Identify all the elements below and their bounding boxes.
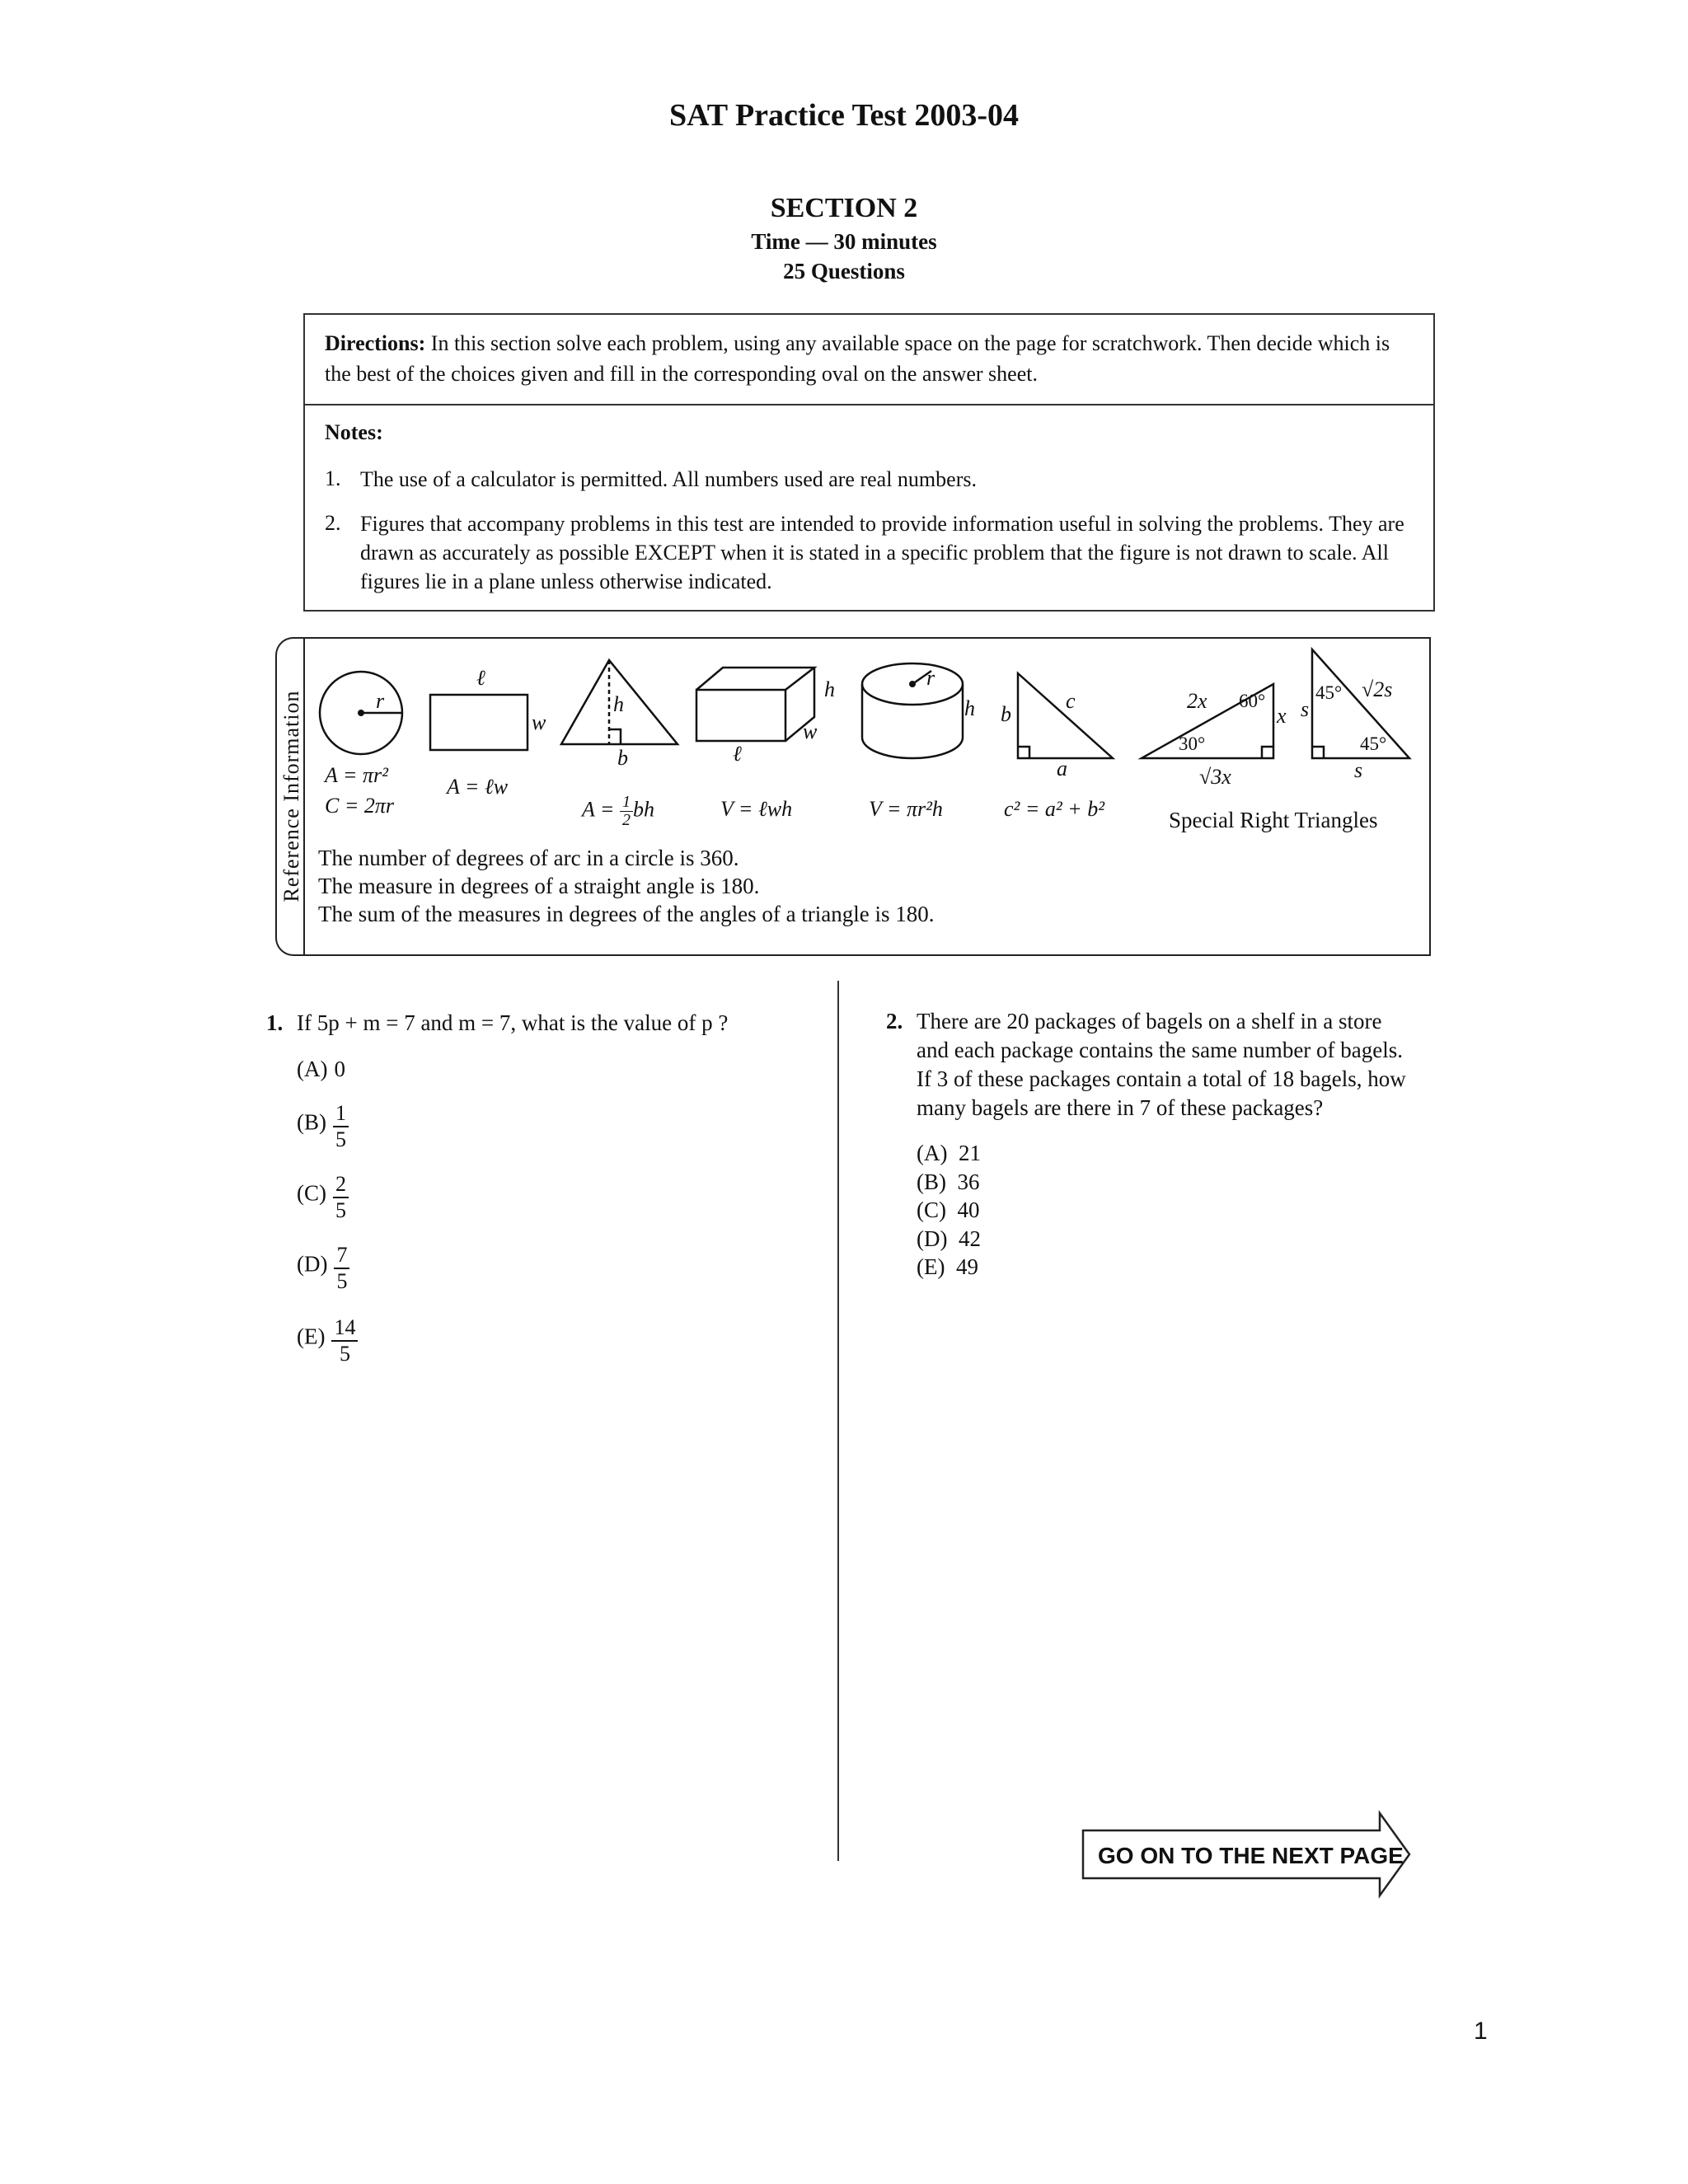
label-30-deg: 30°	[1179, 733, 1206, 754]
label-s: s	[1354, 758, 1363, 782]
label-a: a	[1057, 757, 1067, 780]
question-number: 1.	[266, 1010, 284, 1035]
answer-choice[interactable]: (C) 40	[917, 1197, 980, 1222]
section-title: SECTION 2	[770, 193, 918, 223]
label-2x: 2x	[1187, 689, 1207, 713]
label-b: b	[1001, 702, 1011, 726]
answer-choice[interactable]: (A) 0	[297, 1057, 345, 1081]
directions-label: Directions:	[325, 331, 426, 355]
answer-choice[interactable]: (B) $\frac{1}{5}$	[297, 1101, 349, 1152]
answer-choice[interactable]: (D) $\frac{7}{5}$	[297, 1243, 349, 1294]
label-root3x: √3x	[1199, 765, 1231, 789]
reference-fact: The measure in degrees of a straight angle is 180.	[318, 874, 760, 898]
document-title: SAT Practice Test 2003-04	[669, 98, 1019, 133]
rectangle-figure	[430, 695, 528, 750]
answer-choice[interactable]: (E) 49	[917, 1254, 978, 1279]
label-s: s	[1301, 697, 1310, 721]
directions-body: In this section solve each problem, using any available space on the page for scratchwork. Then decide which is the best of the choices given and fill in the corresponding oval on the answer sheet.	[325, 331, 1390, 386]
question-1-text: If 5p + m = 7 and m = 7, what is the value of p ?	[297, 1010, 729, 1035]
formula-box-volume: V = ℓwh	[720, 797, 793, 821]
answer-choices	[917, 1139, 981, 1282]
note-text: Figures that accompany problems in this test are intended to provide information useful in solving the problems. They are drawn as accurately as possible EXCEPT when it is stated in a specific problem that the figure is not drawn to scale. All figures lie in a plane unless otherwise indicated.	[360, 512, 1404, 593]
label-r: r	[376, 689, 385, 713]
answer-choice[interactable]: (E) $\frac{14}{5}$	[297, 1315, 358, 1366]
reference-fact: The sum of the measures in degrees of the angles of a triangle is 180.	[318, 902, 935, 926]
label-w: w	[803, 719, 818, 743]
section-time: Time — 30 minutes	[751, 229, 937, 254]
formula-cylinder-volume: V = πr²h	[869, 797, 943, 821]
label-b: b	[617, 746, 628, 770]
label-x: x	[1277, 704, 1287, 728]
page-number: 1	[1474, 2018, 1488, 2045]
formula-rectangle-area: A = ℓw	[447, 775, 509, 799]
label-h: h	[824, 677, 835, 701]
cylinder-figure	[862, 663, 963, 758]
reference-fact: The number of degrees of arc in a circle is 360.	[318, 846, 739, 870]
special-triangles-label: Special Right Triangles	[1169, 808, 1378, 832]
label-45-deg: 45°	[1360, 733, 1387, 754]
notes-label: Notes:	[325, 420, 383, 444]
label-c: c	[1066, 689, 1076, 713]
right-triangle-figure	[1018, 673, 1113, 758]
section-question-count: 25 Questions	[783, 259, 905, 284]
question-2-text: There are 20 packages of bagels on a shelf in a store and each package contains the same number of bagels. If 3 of these packages contain a total of 18 bagels, how many bagels are there in 7 of these packages?	[917, 1009, 1406, 1120]
note-number: 2.	[325, 511, 341, 535]
answer-choice[interactable]: (C) $\frac{2}{5}$	[297, 1172, 349, 1223]
label-root2s: √2s	[1362, 677, 1393, 701]
question-number: 2.	[886, 1009, 903, 1033]
label-45-deg: 45°	[1315, 682, 1343, 703]
box-figure	[696, 668, 814, 741]
label-h: h	[964, 696, 975, 720]
label-l: ℓ	[733, 742, 742, 766]
formula-circle-area: A = πr²	[325, 763, 388, 787]
label-60-deg: 60°	[1239, 691, 1266, 711]
answer-choice[interactable]: (B) 36	[917, 1169, 980, 1194]
reference-figures	[0, 0, 1688, 956]
reference-tab-label: Reference Information	[279, 690, 303, 902]
note-number: 1.	[325, 466, 341, 490]
label-h: h	[613, 692, 624, 716]
column-divider	[837, 981, 839, 1861]
answer-choice[interactable]: (A) 21	[917, 1141, 981, 1165]
label-w: w	[532, 710, 546, 734]
formula-pythagorean: c² = a² + b²	[1004, 797, 1105, 821]
label-r: r	[926, 666, 935, 690]
formula-triangle-area: A = $\frac{1}{2}$ bh	[582, 793, 654, 829]
answer-choice[interactable]: (D) 42	[917, 1226, 981, 1251]
next-page-label: GO ON TO THE NEXT PAGE	[1098, 1843, 1404, 1868]
note-text: The use of a calculator is permitted. All numbers used are real numbers.	[360, 467, 977, 491]
label-l: ℓ	[476, 666, 485, 690]
formula-circumference: C = 2πr	[325, 794, 395, 818]
